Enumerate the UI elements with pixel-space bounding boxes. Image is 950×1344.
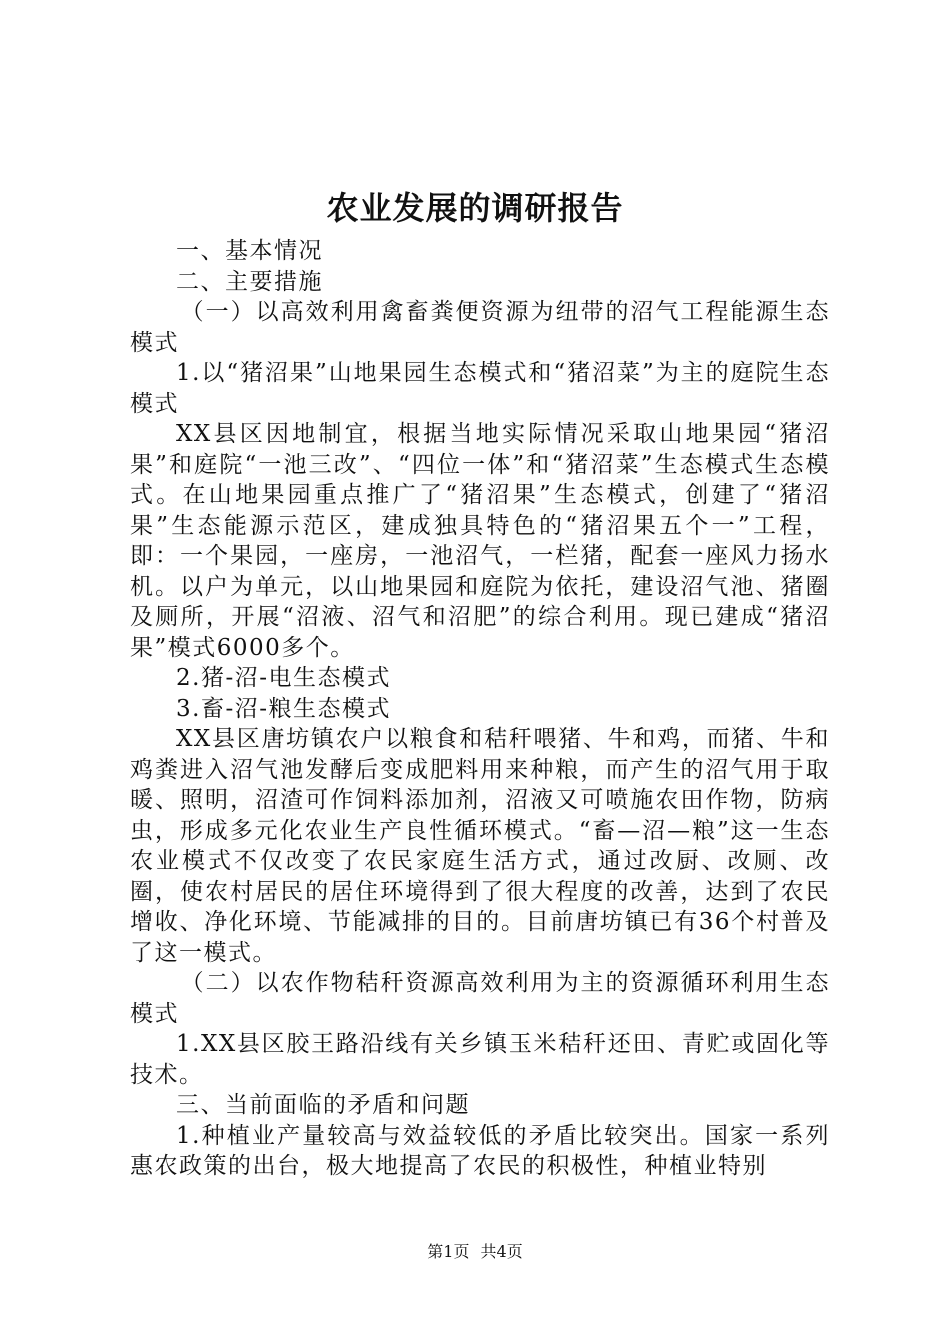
- subheading-straw-recycling: （二）以农作物秸秆资源高效利用为主的资源循环利用生态模式: [130, 970, 830, 1027]
- document-body: [130, 236, 830, 1182]
- item-corn-straw: 1.XX县区胶王路沿线有关乡镇玉米秸秆还田、青贮或固化等技术。: [130, 1031, 830, 1088]
- item-yield-benefit-conflict: 1.种植业产量较高与效益较低的矛盾比较突出。国家一系列惠农政策的出台，极大地提高了农民的积极性，种植业特别: [130, 1122, 830, 1179]
- item-livestock-biogas-grain: 3.畜-沼-粮生态模式: [176, 695, 391, 722]
- heading-basic-situation: 一、基本情况: [176, 238, 323, 264]
- subheading-biogas-model: （一）以高效利用禽畜粪便资源为纽带的沼气工程能源生态模式: [130, 299, 830, 356]
- paragraph-tangfang-town: XX县区唐坊镇农户以粮食和秸秆喂猪、牛和鸡，而猪、牛和鸡粪进入沼气池发酵后变成肥料用来种粮，而产生的沼气用于取暖、照明，沼渣可作饲料添加剂，沼液又可喷施农田作物，防病虫，形成多元化农业生产良性循环模式。“畜—沼—粮”这一生态农业模式不仅改变了农民家庭生活方式，通过改厨、改厕、改圈，使农村居民的居住环境得到了很大程度的改善，达到了农民增收、净化环境、节能减排的目的。目前唐坊镇已有36个村普及了这一模式。: [130, 726, 830, 966]
- item-pig-biogas-fruit: 1.以“猪沼果”山地果园生态模式和“猪沼菜”为主的庭院生态模式: [130, 360, 830, 417]
- heading-main-measures: 二、主要措施: [176, 268, 323, 295]
- page-footer: 第1页 共4页: [427, 1242, 523, 1261]
- heading-current-problems: 三、当前面临的矛盾和问题: [176, 1092, 470, 1118]
- document-title: 农业发展的调研报告: [326, 189, 624, 227]
- item-pig-biogas-power: 2.猪-沼-电生态模式: [176, 665, 391, 691]
- paragraph-county-practice: XX县区因地制宜，根据当地实际情况采取山地果园“猪沼果”和庭院“一池三改”、“四位一体”和“猪沼菜”生态模式生态模式。在山地果园重点推广了“猪沼果”生态模式，创建了“猪沼果”生态能源示范区，建成独具特色的“猪沼果五个一”工程，即：一个果园，一座房，一池沼气，一栏猪，配套一座风力扬水机。以户为单元，以山地果园和庭院为依托，建设沼气池、猪圈及厕所，开展“沼液、沼气和沼肥”的综合利用。现已建成“猪沼果”模式6000多个。: [130, 421, 830, 661]
